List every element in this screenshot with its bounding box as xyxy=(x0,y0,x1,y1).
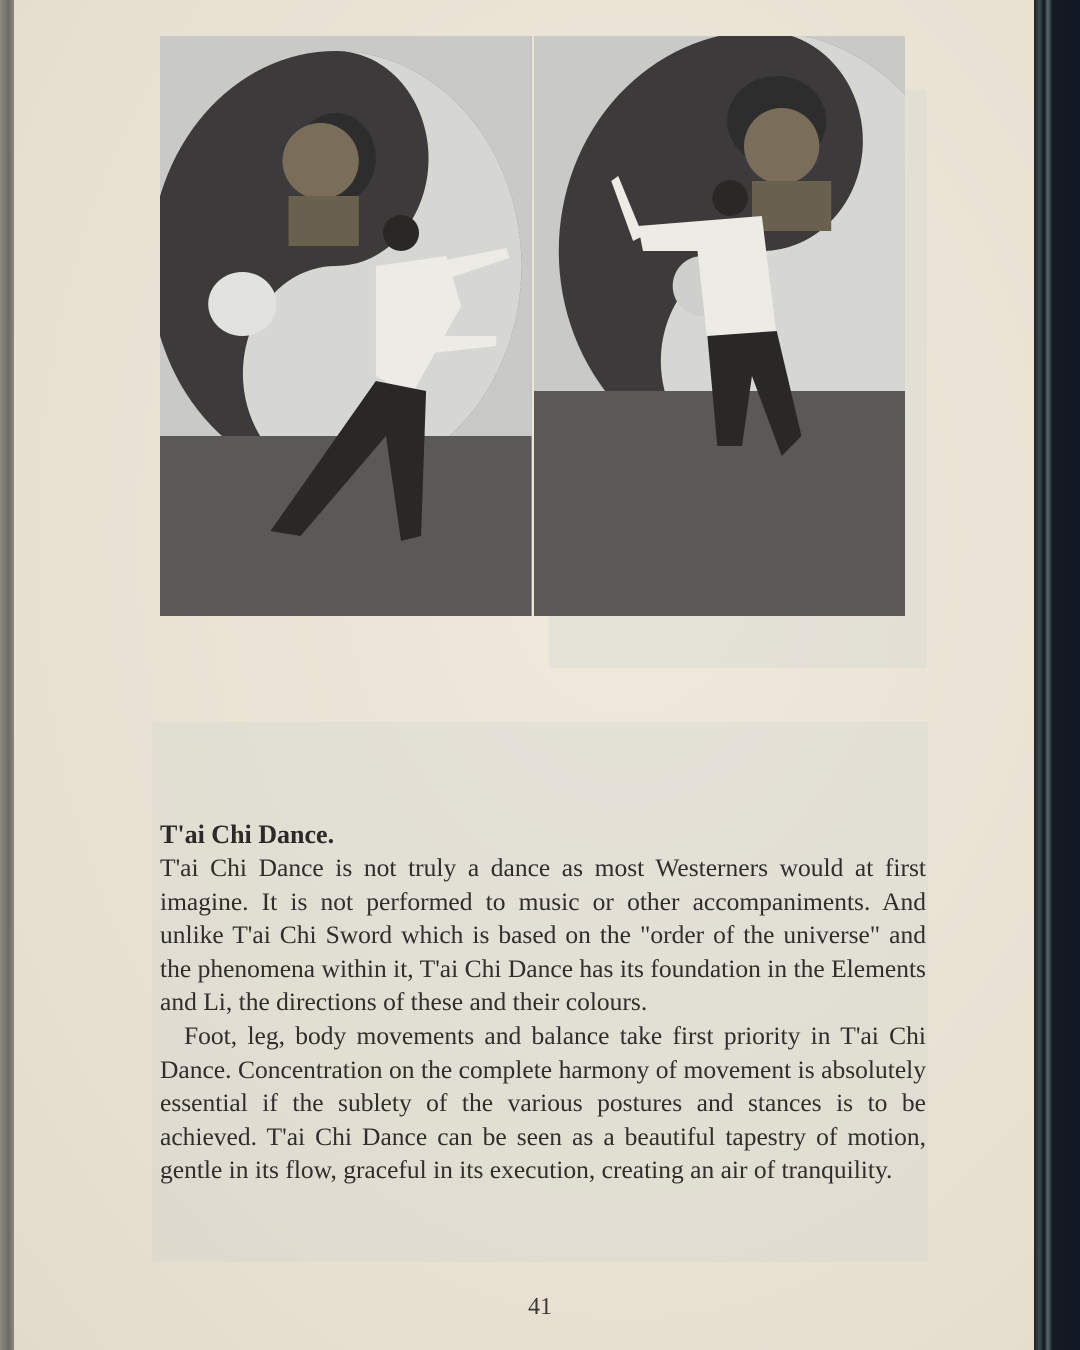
tai-chi-pose-photo-left xyxy=(160,36,532,616)
tai-chi-pose-photo-right xyxy=(534,36,906,616)
book-cover-edge xyxy=(1034,0,1080,1350)
paragraph-2: Foot, leg, body movements and balance take first priority in T'ai Chi Dance. Concentration on the complete harmony of movement is absolutely essential if the sublety of the various postures and stances is to be achieved. T'ai Chi Dance can be seen as a beautiful tapestry of motion, gentle in its flow, graceful in its execution, creating an air of tranquility. xyxy=(160,1020,926,1185)
paragraph-1: T'ai Chi Dance is not truly a dance as most Westerners would at first imagine. It is not performed to music or other accompaniments. And unlike T'ai Chi Sword which is based on the "order of the universe" and the phenomena within it, T'ai Chi Dance has its foundation in the Elements and Li, the directions of these and their colours. xyxy=(160,853,926,1017)
photo-left xyxy=(160,36,532,616)
page-number: 41 xyxy=(528,1294,552,1320)
photo-right xyxy=(534,36,906,616)
section-heading: T'ai Chi Dance. xyxy=(160,820,335,849)
photo-pair xyxy=(160,36,905,616)
body-text xyxy=(160,851,926,1187)
